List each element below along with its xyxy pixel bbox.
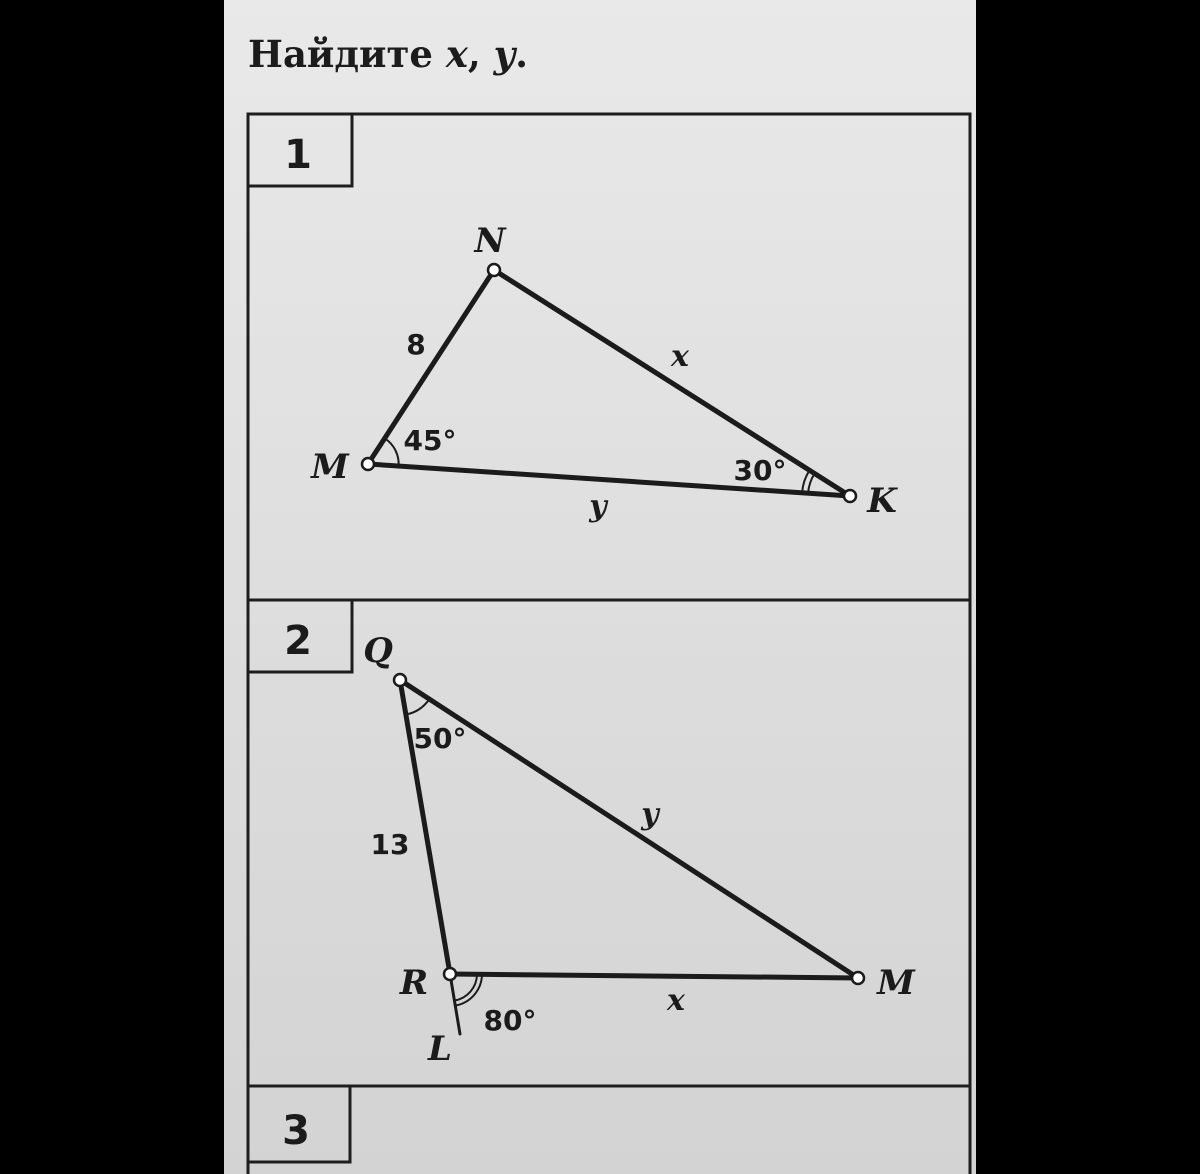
vertex-q-point <box>394 674 406 686</box>
vertex-l-label: L <box>428 1029 452 1069</box>
vertex-r-point <box>444 968 456 980</box>
angle-k-arc-inner <box>808 474 815 494</box>
side-rm <box>450 974 858 978</box>
problem-2-frame <box>248 600 970 1086</box>
side-mn-label: 8 <box>406 328 426 361</box>
problem-2-number: 2 <box>284 618 312 664</box>
angle-ext-r-arc-outer <box>455 974 482 1005</box>
angle-m-label: 45° <box>403 424 457 457</box>
side-qm <box>400 680 858 978</box>
problem-1-number: 1 <box>284 132 312 178</box>
heading-text: Найдите <box>248 32 446 76</box>
triangle-qrm <box>400 680 858 1034</box>
vertex-r-label: R <box>399 963 429 1003</box>
vertex-k-point <box>844 490 856 502</box>
heading-var-y: y <box>493 32 516 76</box>
side-nk <box>494 270 850 496</box>
heading-var-x: x <box>445 32 468 76</box>
vertex-k-label: K <box>867 481 897 521</box>
angle-ext-r-label: 80° <box>483 1004 537 1037</box>
side-qr-label: 13 <box>370 828 410 861</box>
side-rm-label: x <box>667 983 685 1018</box>
vertex-m-label: M <box>311 447 349 487</box>
side-mk-label: y <box>589 489 607 524</box>
angle-k-label: 30° <box>733 454 787 487</box>
vertex-n-label: N <box>474 221 506 261</box>
side-qm-label: y <box>641 797 659 832</box>
vertex-m2-label: M <box>877 963 915 1003</box>
angle-q-label: 50° <box>413 722 467 755</box>
vertex-q-label: Q <box>363 631 393 671</box>
side-nk-label: x <box>671 339 689 374</box>
angle-q-arc <box>406 699 429 714</box>
problem-1-frame <box>248 114 970 600</box>
vertex-m-point <box>362 458 374 470</box>
angle-m-arc <box>385 438 399 466</box>
vertex-n-point <box>488 264 500 276</box>
problem-3-number: 3 <box>282 1108 310 1154</box>
vertex-m2-point <box>852 972 864 984</box>
heading-end: . <box>515 32 529 76</box>
heading-separator: , <box>467 32 494 76</box>
problem-3-frame <box>248 1086 970 1174</box>
